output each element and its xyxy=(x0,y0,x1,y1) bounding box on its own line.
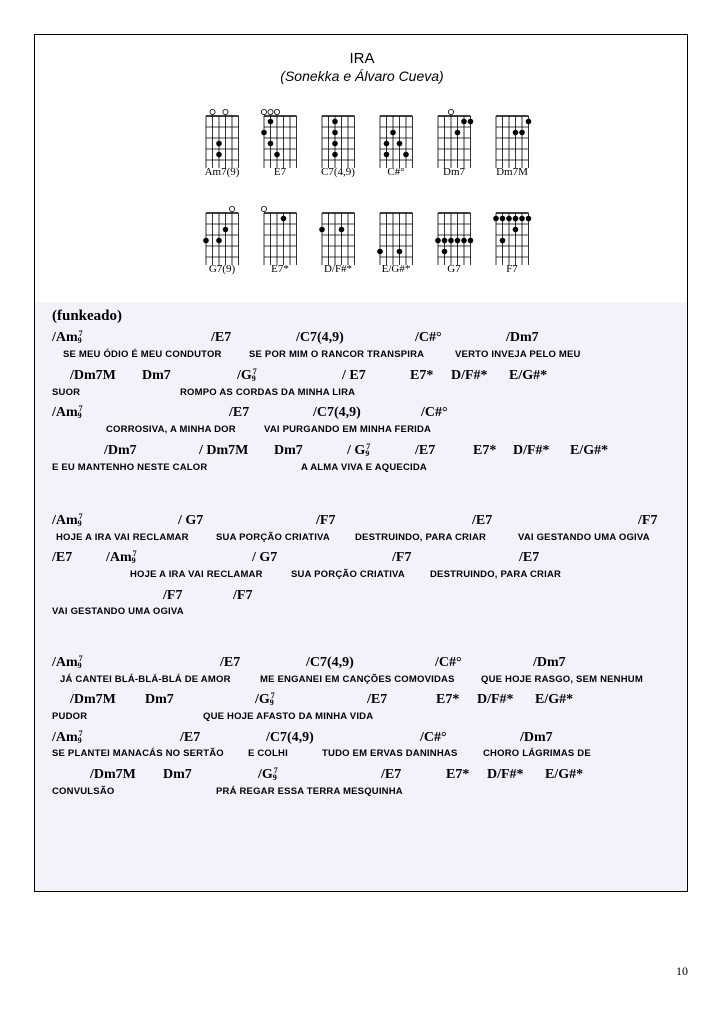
finger-dot xyxy=(500,238,506,244)
fretboard-grid xyxy=(424,205,484,265)
chord-symbol: Dm7 xyxy=(274,443,303,458)
chord-symbol: E/G#* xyxy=(545,767,584,782)
chord-diagram-name: Dm7 xyxy=(443,166,465,178)
finger-dot xyxy=(268,119,274,125)
open-string-marker xyxy=(261,109,266,114)
chord-symbol: $/G^79$ xyxy=(258,766,278,782)
lyric-segment: SUA PORÇÃO CRIATIVA xyxy=(291,569,405,580)
chord-symbol: /Dm7M xyxy=(90,767,136,782)
chord-diagram xyxy=(308,205,368,275)
lyric-segment: ME ENGANEI EM CANÇÕES COMOVIDAS xyxy=(260,674,455,685)
finger-dot xyxy=(339,227,345,233)
chord-symbol: /E7 xyxy=(381,767,402,782)
chord-symbol: D/F#* xyxy=(487,767,524,782)
chord-symbol: D/F#* xyxy=(513,443,550,458)
chord-symbol: /C7(4,9) xyxy=(306,655,354,670)
chord-symbol: /E7 xyxy=(180,730,201,745)
chord-symbol: E7* xyxy=(446,767,470,782)
finger-dot xyxy=(216,238,222,244)
style-label: (funkeado) xyxy=(52,308,123,324)
finger-dot xyxy=(332,130,338,136)
chord-symbol: /C#° xyxy=(420,730,447,745)
lyric-segment: CHORO LÁGRIMAS DE xyxy=(483,748,591,759)
finger-dot xyxy=(281,216,287,222)
lyric-segment: DESTRUINDO, PARA CRIAR xyxy=(430,569,562,580)
lyric-segment: JÁ CANTEI BLÁ-BLÁ-BLÁ DE AMOR xyxy=(60,674,231,685)
chord-diagram-name: G7(9) xyxy=(208,263,236,275)
chord-symbol: D/F#* xyxy=(477,692,514,707)
chord-diagram xyxy=(482,205,542,275)
finger-dot xyxy=(442,249,448,255)
chord-symbol: / E7 xyxy=(342,368,366,383)
open-string-marker xyxy=(223,109,228,114)
finger-dot xyxy=(442,238,448,244)
finger-dot xyxy=(377,249,383,255)
finger-dot xyxy=(513,130,519,136)
chord-diagram xyxy=(424,108,484,178)
lyric-segment: TUDO EM ERVAS DANINHAS xyxy=(322,748,458,759)
chord-diagram-name: F7 xyxy=(506,263,518,275)
fretboard-grid xyxy=(192,205,252,265)
finger-dot xyxy=(506,216,512,222)
finger-dot xyxy=(513,227,519,233)
lyric-segment: VAI GESTANDO UMA OGIVA xyxy=(518,532,650,543)
chord-symbol: / Dm7M xyxy=(199,443,249,458)
fretboard-grid xyxy=(308,205,368,265)
page-number: 10 xyxy=(676,964,688,978)
chord-diagram xyxy=(366,108,426,178)
chord-symbol: / $G^79$ xyxy=(347,442,371,458)
open-string-marker xyxy=(210,109,215,114)
lyric-segment: SUA PORÇÃO CRIATIVA xyxy=(216,532,330,543)
chord-diagram-name: C#° xyxy=(387,166,405,178)
song-title: IRA xyxy=(349,50,375,67)
lyric-segment: E EU MANTENHO NESTE CALOR xyxy=(52,462,208,473)
finger-dot xyxy=(384,152,390,158)
finger-dot xyxy=(519,216,525,222)
open-string-marker xyxy=(448,109,453,114)
finger-dot xyxy=(435,238,441,244)
chord-symbol: /E7 xyxy=(229,405,250,420)
chord-symbol: /Am$^7$9 xyxy=(52,729,83,745)
chord-symbol: E/G#* xyxy=(509,368,548,383)
chord-symbol: /Am$^7$9 xyxy=(52,404,83,420)
lyric-segment: E COLHI xyxy=(248,748,288,759)
chord-symbol: /Dm7M xyxy=(70,368,116,383)
finger-dot xyxy=(461,119,467,125)
lyric-segment: SE MEU ÓDIO É MEU CONDUTOR xyxy=(63,349,222,360)
finger-dot xyxy=(500,216,506,222)
finger-dot xyxy=(390,130,396,136)
finger-dot xyxy=(526,216,532,222)
finger-dot xyxy=(461,238,467,244)
finger-dot xyxy=(268,141,274,147)
fretboard-grid xyxy=(250,108,310,168)
chord-symbol: /E7 xyxy=(519,550,540,565)
finger-dot xyxy=(332,119,338,125)
chord-symbol: / G7 xyxy=(178,513,204,528)
chord-symbol: D/F#* xyxy=(451,368,488,383)
chord-symbol: Dm7 xyxy=(142,368,171,383)
chord-symbol: $/G^79$ xyxy=(237,367,257,383)
chord-diagram-name: E7* xyxy=(271,263,289,275)
chord-symbol: /E7 xyxy=(52,550,73,565)
chord-symbol: /Am$^7$9 xyxy=(106,549,137,565)
chord-symbol: /C#° xyxy=(421,405,448,420)
open-string-marker xyxy=(261,206,266,211)
lyric-segment: DESTRUINDO, PARA CRIAR xyxy=(355,532,487,543)
chord-symbol: /Dm7M xyxy=(70,692,116,707)
lyric-segment: SUOR xyxy=(52,387,81,398)
fretboard-grid xyxy=(482,205,542,265)
finger-dot xyxy=(468,119,474,125)
lyric-segment: HOJE A IRA VAI RECLAMAR xyxy=(56,532,189,543)
chord-diagram xyxy=(192,205,252,275)
lyric-segment: PRÁ REGAR ESSA TERRA MESQUINHA xyxy=(216,786,403,797)
chord-diagram xyxy=(250,205,310,275)
chord-symbol: / G7 xyxy=(252,550,278,565)
chord-diagram-name: G7 xyxy=(447,263,461,275)
finger-dot xyxy=(203,238,209,244)
chord-symbol: /Am$^7$9 xyxy=(52,329,83,345)
chord-symbol: /Dm7 xyxy=(520,730,553,745)
open-string-marker xyxy=(274,109,279,114)
finger-dot xyxy=(384,141,390,147)
chord-diagram-name: C7(4,9) xyxy=(321,166,355,178)
chord-symbol: /C7(4,9) xyxy=(296,330,344,345)
lyric-segment: VAI GESTANDO UMA OGIVA xyxy=(52,606,184,617)
chord-symbol: E7* xyxy=(410,368,434,383)
chord-diagram xyxy=(308,108,368,178)
chord-diagram xyxy=(424,205,484,275)
chord-symbol: /E7 xyxy=(211,330,232,345)
finger-dot xyxy=(332,141,338,147)
fretboard-grid xyxy=(308,108,368,168)
chord-symbol: /C#° xyxy=(415,330,442,345)
lyric-segment: CONVULSÃO xyxy=(52,786,115,797)
lyric-segment: QUE HOJE RASGO, SEM NENHUM xyxy=(481,674,643,685)
lyric-segment: SE PLANTEI MANACÁS NO SERTÃO xyxy=(52,748,224,759)
finger-dot xyxy=(468,238,474,244)
finger-dot xyxy=(519,130,525,136)
fretboard-grid xyxy=(424,108,484,168)
chord-diagram xyxy=(250,108,310,178)
chord-symbol: /Am$^7$9 xyxy=(52,512,83,528)
lyric-segment: SE POR MIM O RANCOR TRANSPIRA xyxy=(249,349,425,360)
chord-symbol: /E7 xyxy=(472,513,493,528)
chord-symbol: /C7(4,9) xyxy=(266,730,314,745)
chord-diagram xyxy=(366,205,426,275)
chord-symbol: E7* xyxy=(436,692,460,707)
chord-diagram-name: E7 xyxy=(273,166,287,178)
fretboard-grid xyxy=(366,108,426,168)
chord-diagram-name: Am7(9) xyxy=(204,166,240,178)
chord-diagram xyxy=(482,108,542,178)
chord-symbol: /C#° xyxy=(435,655,462,670)
finger-dot xyxy=(513,216,519,222)
chord-symbol: $/G^79$ xyxy=(255,691,275,707)
open-string-marker xyxy=(268,109,273,114)
chord-symbol: /Dm7 xyxy=(104,443,137,458)
chord-diagram-name: D/F#* xyxy=(323,263,353,275)
finger-dot xyxy=(493,216,499,222)
finger-dot xyxy=(319,227,325,233)
chord-symbol: /C7(4,9) xyxy=(313,405,361,420)
lyric-segment: VAI PURGANDO EM MINHA FERIDA xyxy=(264,424,432,435)
chord-symbol: /E7 xyxy=(220,655,241,670)
chord-symbol: Dm7 xyxy=(145,692,174,707)
chord-symbol: E/G#* xyxy=(570,443,609,458)
lyric-segment: VERTO INVEJA PELO MEU xyxy=(455,349,581,360)
finger-dot xyxy=(332,152,338,158)
chord-symbol: E7* xyxy=(473,443,497,458)
finger-dot xyxy=(261,130,267,136)
fretboard-grid xyxy=(250,205,310,265)
chord-symbol: /Dm7 xyxy=(506,330,539,345)
chord-symbol: /F7 xyxy=(316,513,336,528)
chord-symbol: /F7 xyxy=(163,588,183,603)
finger-dot xyxy=(448,238,454,244)
finger-dot xyxy=(526,119,532,125)
finger-dot xyxy=(397,141,403,147)
chord-diagram xyxy=(192,108,252,178)
chord-symbol: /E7 xyxy=(415,443,436,458)
chord-symbol: /Am$^7$9 xyxy=(52,654,83,670)
lyric-segment: HOJE A IRA VAI RECLAMAR xyxy=(130,569,263,580)
fretboard-grid xyxy=(482,108,542,168)
finger-dot xyxy=(455,238,461,244)
lyric-segment: CORROSIVA, A MINHA DOR xyxy=(106,424,236,435)
finger-dot xyxy=(216,141,222,147)
chord-symbol: E/G#* xyxy=(535,692,574,707)
lyric-segment: PUDOR xyxy=(52,711,88,722)
fretboard-grid xyxy=(366,205,426,265)
chord-diagram-name: E/G#* xyxy=(381,263,411,275)
lyric-segment: QUE HOJE AFASTO DA MINHA VIDA xyxy=(203,711,374,722)
finger-dot xyxy=(223,227,229,233)
chord-symbol: /F7 xyxy=(233,588,253,603)
finger-dot xyxy=(403,152,409,158)
finger-dot xyxy=(216,152,222,158)
open-string-marker xyxy=(229,206,234,211)
fretboard-grid xyxy=(192,108,252,168)
chord-symbol: /Dm7 xyxy=(533,655,566,670)
chord-diagram-name: Dm7M xyxy=(496,166,528,178)
finger-dot xyxy=(455,130,461,136)
chord-symbol: /F7 xyxy=(392,550,412,565)
chord-symbol: /E7 xyxy=(367,692,388,707)
finger-dot xyxy=(274,152,280,158)
finger-dot xyxy=(397,249,403,255)
lyric-segment: ROMPO AS CORDAS DA MINHA LIRA xyxy=(180,387,356,398)
chord-symbol: /F7 xyxy=(638,513,658,528)
song-authors: (Sonekka e Álvaro Cueva) xyxy=(280,68,444,84)
lyric-segment: A ALMA VIVA E AQUECIDA xyxy=(301,462,427,473)
chord-symbol: Dm7 xyxy=(163,767,192,782)
